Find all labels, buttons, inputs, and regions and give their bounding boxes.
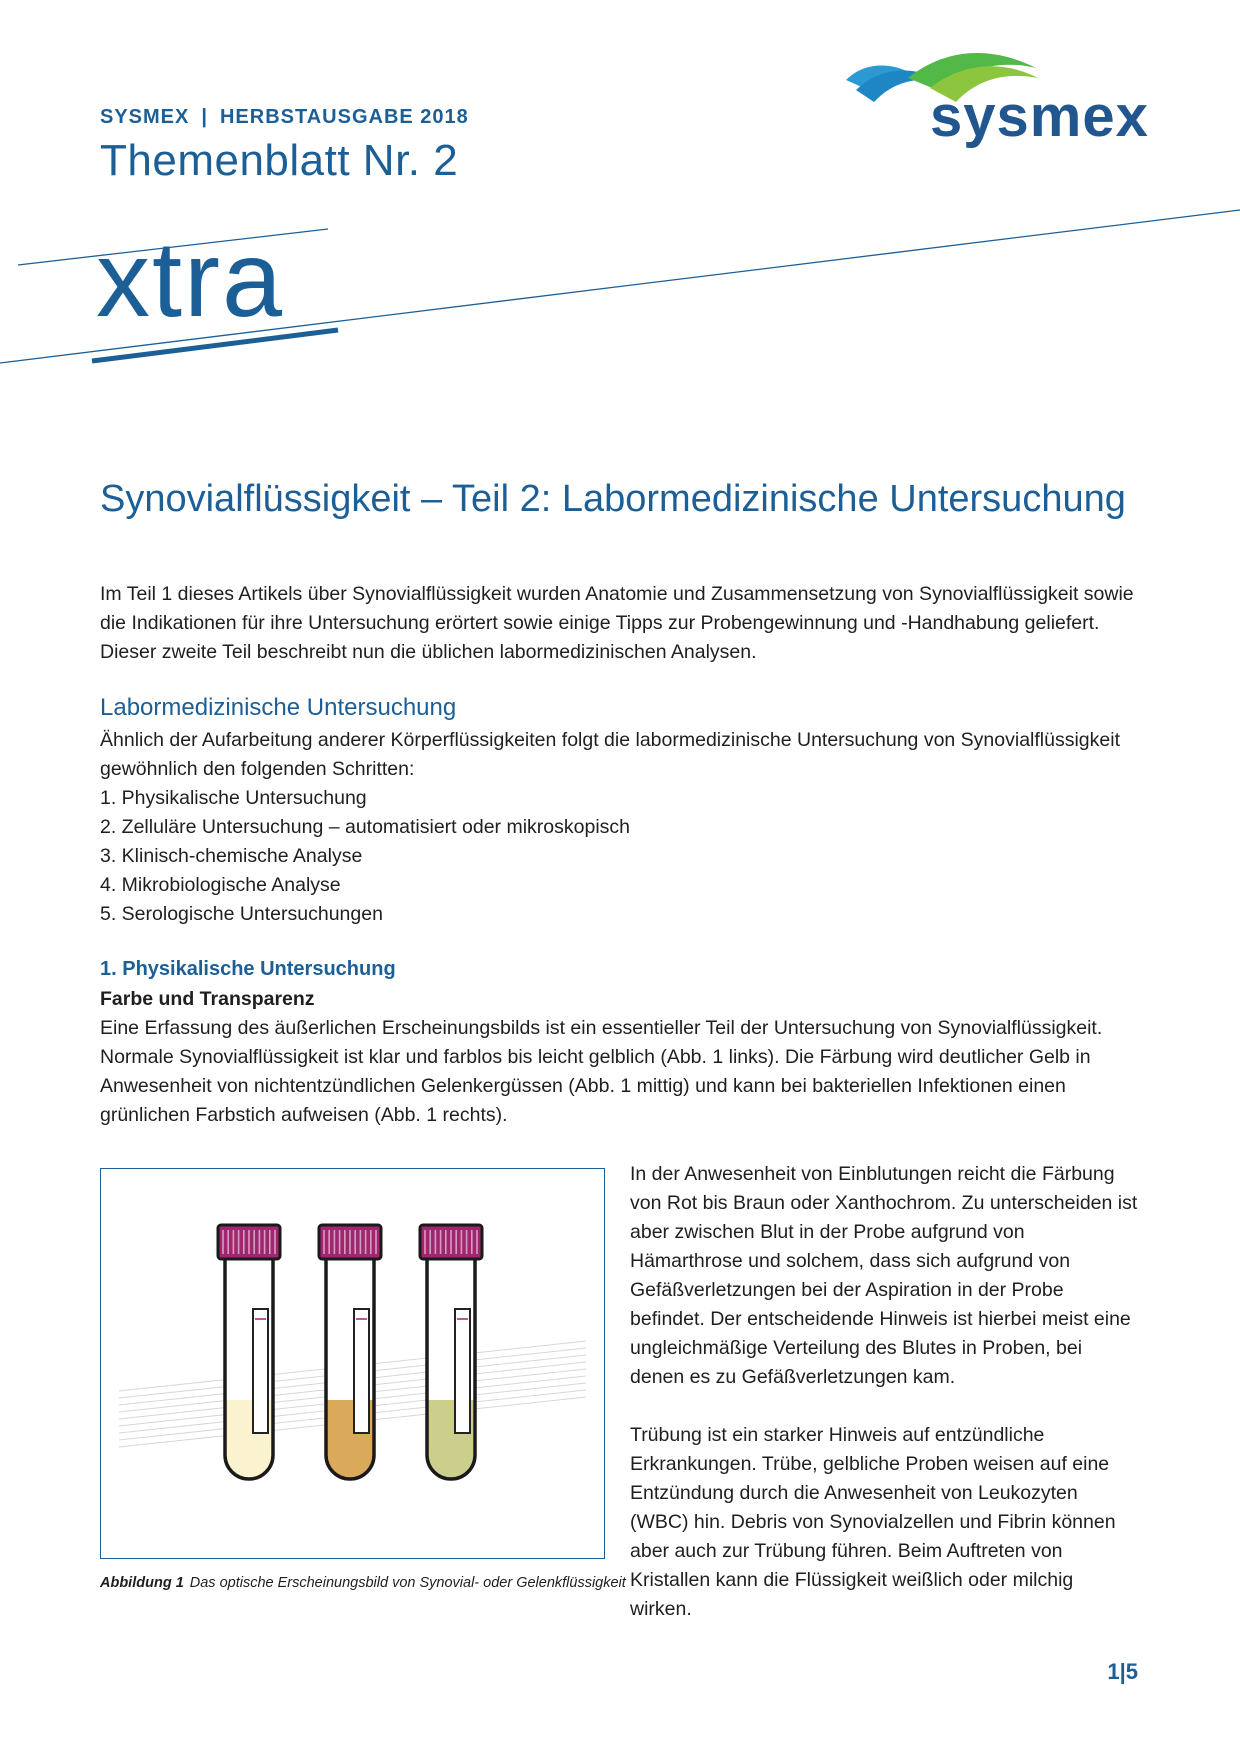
issue-separator: | — [201, 106, 208, 128]
tube-right-label-strip — [455, 1309, 470, 1433]
figure-sample-tubes — [100, 1168, 605, 1559]
issue-edition: HERBSTAUSGABE 2018 — [219, 106, 469, 128]
list-item: 2. Zelluläre Untersuchung – automatisiert oder mikroskopisch — [100, 816, 630, 838]
turbidity-paragraph: Trübung ist ein starker Hinweis auf entzündliche Erkrankungen. Trübe, gelbliche Proben weisen auf eine Entzündung durch die Anwesenheit von Leukozyten (WBC) hin. Debris von Synovialzellen und Fibrin können aber auch zur Trübung führen. Beim Auftreten von Kristallen kann die Flüssigkeit weißlich oder milchig wirken. — [630, 1424, 1116, 1620]
right-column — [630, 1160, 1140, 1624]
steps-list — [100, 784, 1000, 929]
subsubsection-heading: Farbe und Transparenz — [100, 988, 315, 1010]
list-item: 5. Serologische Untersuchungen — [100, 903, 383, 925]
blood-paragraph: In der Anwesenheit von Einblutungen reicht die Färbung von Rot bis Braun oder Xanthochrom. Zu unterscheiden ist aber zwischen Blut in der Probe aufgrund von Hämarthrose und solchem, dass sich aufgrund von Gefäßverletzungen bei der Aspiration in der Probe befindet. Der entscheidende Hinweis ist hierbei meist eine ungleichmäßige Verteilung des Blutes in Proben, bei denen es zu Gefäßverletzungen kam. — [630, 1163, 1138, 1388]
page-number: 1|5 — [1107, 1659, 1138, 1684]
issue-line — [100, 106, 469, 129]
list-item: 4. Mikrobiologische Analyse — [100, 874, 341, 896]
section-heading: Labormedizinische Untersuchung — [100, 694, 457, 721]
caption-text: Das optische Erscheinungsbild von Synovial- oder Gelenkflüssigkeit — [189, 1575, 626, 1591]
intro-paragraph: Im Teil 1 dieses Artikels über Synovialflüssigkeit wurden Anatomie und Zusammensetzung von Synovialflüssigkeit sowie die Indikationen für ihre Untersuchung erörtert sowie einige Tipps zur Probengewinnung und -Handhabung geliefert. Dieser zweite Teil beschreibt nun die üblichen labormedizinischen Analysen. — [100, 583, 1134, 663]
brand-wordmark-xtra: xtra — [96, 218, 285, 339]
sysmex-logo — [838, 48, 1148, 158]
series-title: Themenblatt Nr. 2 — [100, 136, 459, 185]
color-transparency-paragraph: Eine Erfassung des äußerlichen Erscheinungsbilds ist ein essentieller Teil der Untersuchung von Synovialflüssigkeit. Normale Synovialflüssigkeit ist klar und farblos bis leicht gelblich (Abb. 1 links). Die Färbung wird deutlicher Gelb in Anwesenheit von nichtentzündlichen Gelenkergüssen (Abb. 1 mittig) und kann bei bakteriellen Infektionen einen grünlichen Farbstich aufweisen (Abb. 1 rechts). — [100, 1017, 1103, 1126]
tube-illustration — [101, 1169, 604, 1558]
caption-label: Abbildung 1 — [100, 1575, 184, 1591]
article-title: Synovialflüssigkeit – Teil 2: Labormedizinische Untersuchung — [100, 478, 1126, 520]
list-item: 3. Klinisch-chemische Analyse — [100, 845, 363, 867]
issue-brand: SYSMEX — [100, 106, 190, 128]
subsection-heading: 1. Physikalische Untersuchung — [100, 958, 396, 980]
logo-wordmark: sysmex — [930, 84, 1149, 149]
tube-left-label-strip — [253, 1309, 268, 1433]
figure-caption — [100, 1575, 630, 1591]
section-intro-paragraph: Ähnlich der Aufarbeitung anderer Körperflüssigkeiten folgt die labormedizinische Untersuchung von Synovialflüssigkeit gewöhnlich den folgenden Schritten: — [100, 729, 1120, 780]
list-item: 1. Physikalische Untersuchung — [100, 787, 367, 809]
tube-middle-label-strip — [354, 1309, 369, 1433]
